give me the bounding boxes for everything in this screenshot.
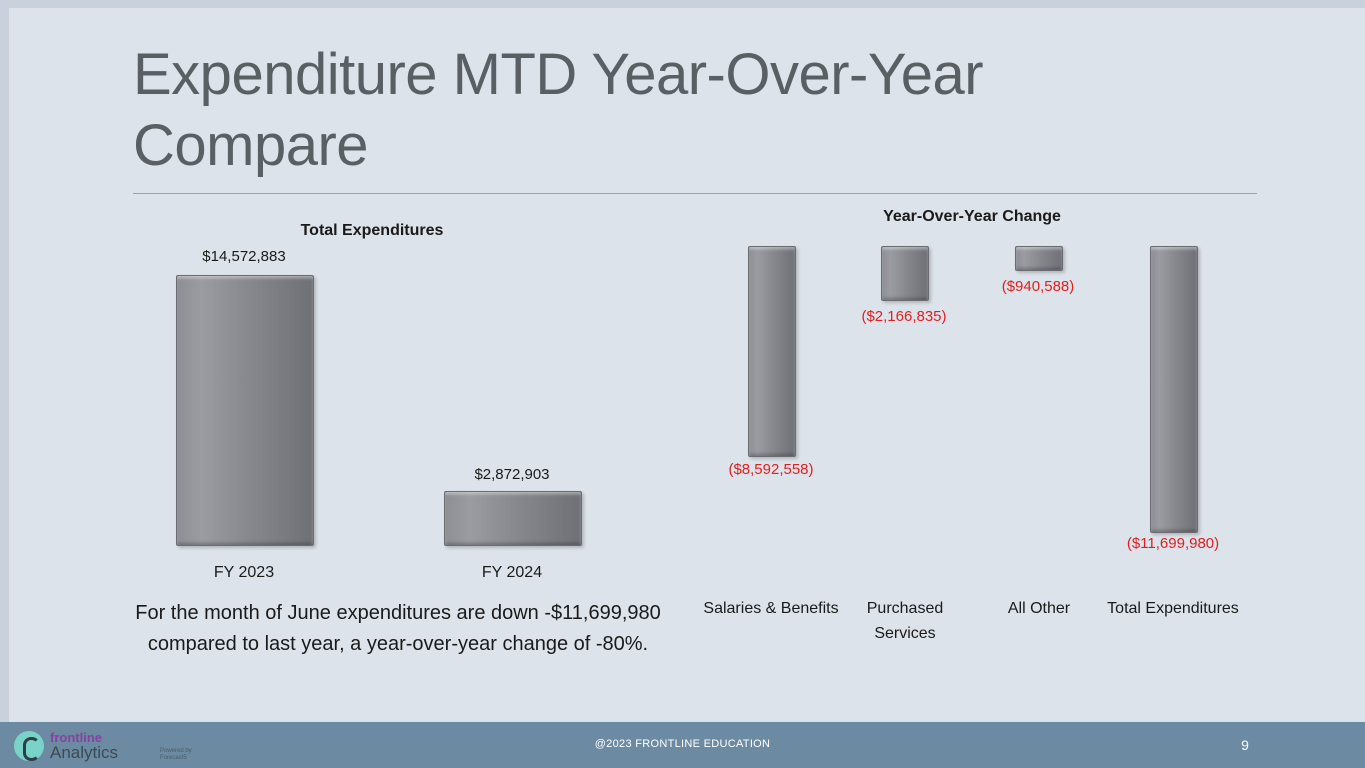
logo-sub-text: Powered by Forecast5 <box>160 748 192 762</box>
logo-top-text: frontline <box>50 730 102 745</box>
bar-value-fy2023: $14,572,883 <box>202 248 286 265</box>
bar-fy2024 <box>444 491 582 546</box>
frontline-logo-icon <box>14 731 44 761</box>
category-label-fy2024: FY 2024 <box>481 564 543 581</box>
bar-value-purchased-services: ($2,166,835) <box>861 308 947 325</box>
bar-all-other <box>1015 246 1063 271</box>
bar-value-total-expenditures: ($11,699,980) <box>1126 535 1220 552</box>
category-label-all-other <box>969 597 1109 622</box>
page-number: 9 <box>1241 737 1249 753</box>
bar-salaries-benefits <box>748 246 796 457</box>
chart-title-total-expenditures: Total Expenditures <box>300 222 444 239</box>
category-label-purchased-services <box>835 597 975 647</box>
category-label-total-expenditures-text: Total Expenditures <box>1107 600 1239 617</box>
category-label-fy2023: FY 2023 <box>213 564 275 581</box>
bar-value-salaries-benefits: ($8,592,558) <box>728 461 814 478</box>
bar-value-fy2024: $2,872,903 <box>474 466 550 483</box>
chart-title-yoy-change: Year-Over-Year Change <box>883 208 1061 225</box>
title-divider <box>133 193 1257 194</box>
category-label-total-expenditures <box>1103 597 1243 622</box>
frontline-analytics-logo <box>14 728 194 764</box>
bar-purchased-services <box>881 246 929 301</box>
bar-fy2023 <box>176 275 314 546</box>
category-label-purchased-services-text: Purchased Services <box>866 600 944 642</box>
top-accent-strip <box>0 0 1365 8</box>
category-label-salaries-benefits-text: Salaries & Benefits <box>703 600 839 617</box>
logo-bottom-text: Analytics <box>50 743 119 762</box>
left-accent-strip <box>0 0 9 768</box>
bar-value-all-other: ($940,588) <box>1001 278 1075 295</box>
category-label-all-other-text: All Other <box>1007 600 1071 617</box>
bar-total-expenditures <box>1150 246 1198 533</box>
footer-copyright: @2023 FRONTLINE EDUCATION <box>594 738 771 750</box>
category-label-salaries-benefits <box>701 597 841 622</box>
summary-caption: For the month of June expenditures are down -$11,699,980 compared to last year, a year-over-year change of -80%. <box>135 602 661 655</box>
page-title: Expenditure MTD Year-Over-Year Compare <box>133 42 984 178</box>
